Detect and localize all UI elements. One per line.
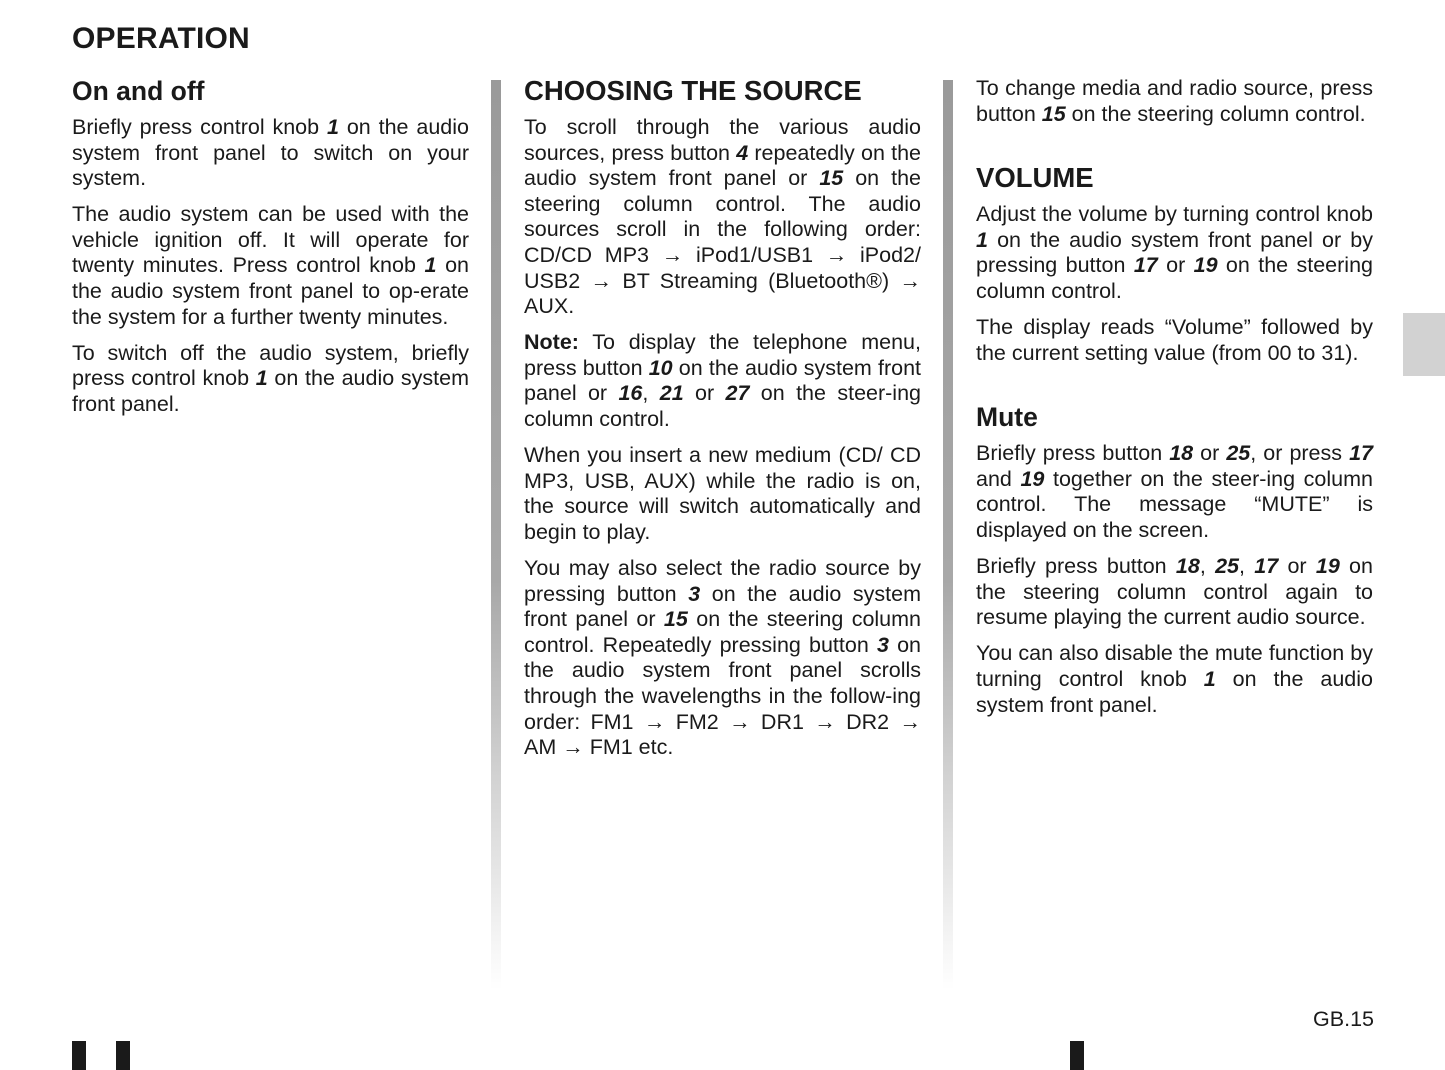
section-heading-volume: VOLUME bbox=[976, 162, 1094, 194]
column-choosing-source bbox=[524, 76, 921, 771]
paragraph-switch-off: To switch off the audio system, briefly press control knob 1 on the audio system front panel. bbox=[72, 340, 469, 416]
print-crop-mark bbox=[1070, 1041, 1084, 1070]
paragraph-ignition-off: The audio system can be used with the vehicle ignition off. It will operate for twenty minutes. Press control knob 1 on the audio system front panel to op-erate the system for a further twenty minutes. bbox=[72, 202, 469, 329]
paragraph-mute-disable: You can also disable the mute function by turning control knob 1 on the audio system front panel. bbox=[976, 641, 1373, 717]
page-number: GB.15 bbox=[1313, 1007, 1374, 1031]
column-divider bbox=[943, 80, 953, 990]
paragraph-volume-display: The display reads “Volume” followed by the current setting value (from 00 to 31). bbox=[976, 315, 1373, 365]
page-title: OPERATION bbox=[72, 22, 250, 55]
chapter-tab-marker bbox=[1403, 313, 1445, 376]
paragraph-note-telephone: Note: To display the telephone menu, press button 10 on the audio system front panel or 16, 21 or 27 on the steer-ing column control. bbox=[524, 330, 922, 432]
print-crop-mark bbox=[116, 1041, 130, 1070]
paragraph-insert-medium: When you insert a new medium (CD/ CD MP3, USB, AUX) while the radio is on, the source will switch automatically and begin to play. bbox=[524, 443, 921, 544]
paragraph-adjust-volume: Adjust the volume by turning control knob 1 on the audio system front panel or by pressing button 17 or 19 on the steering column control. bbox=[976, 202, 1373, 303]
paragraph-mute-on: Briefly press button 18 or 25, or press 17 and 19 together on the steer-ing column control. The message “MUTE” is displayed on the screen. bbox=[976, 441, 1373, 543]
column-divider bbox=[491, 80, 501, 990]
paragraph-switch-on: Briefly press control knob 1 on the audio system front panel to switch on your system. bbox=[72, 115, 469, 191]
paragraph-mute-resume: Briefly press button 18, 25, 17 or 19 on the steering column control again to resume playing the current audio source. bbox=[976, 554, 1373, 630]
print-crop-mark bbox=[72, 1041, 86, 1070]
column-on-off bbox=[72, 76, 469, 428]
paragraph-radio-source: You may also select the radio source by pressing button 3 on the audio system front panel or 15 on the steering column control. Repeatedly pressing button 3 on the audio system front panel scrolls through the wavelengths in the follow-ing order: FM1 → FM2 → DR1 → DR2 → AM → FM1 etc. bbox=[524, 556, 921, 760]
section-heading-mute: Mute bbox=[976, 402, 1038, 433]
section-heading-on-off: On and off bbox=[72, 76, 205, 106]
column-volume-mute bbox=[976, 76, 1373, 729]
paragraph-scroll-sources: To scroll through the various audio sources, press button 4 repeatedly on the audio system front panel or 15 on the steering column control. The audio sources scroll in the following order: CD/CD MP3 → iPod1/USB1 → iPod2/ USB2 → BT Streaming (Bluetooth®) → AUX. bbox=[524, 115, 922, 319]
paragraph-change-media: To change media and radio source, press button 15 on the steering column control. bbox=[976, 76, 1373, 126]
section-heading-choosing-source: CHOOSING THE SOURCE bbox=[524, 75, 862, 106]
